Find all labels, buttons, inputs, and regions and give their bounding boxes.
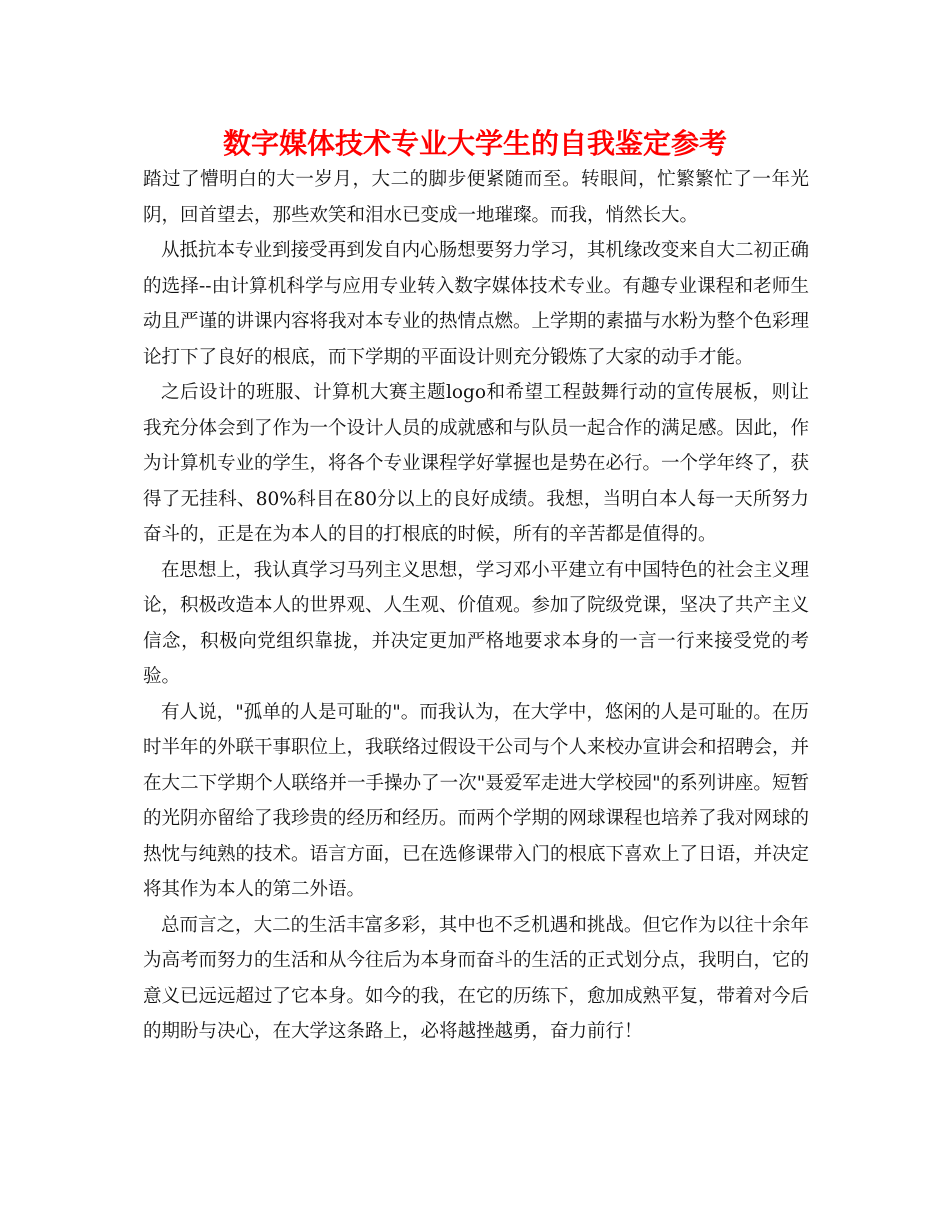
document-title: 数字媒体技术专业大学生的自我鉴定参考 — [222, 127, 727, 160]
paragraph-1: 踏过了懵明白的大一岁月，大二的脚步便紧随而至。转眼间，忙繁繁忙了一年光阴，回首望去，那些欢笑和泪水已变成一地璀璨。而我，悄然长大。 — [143, 169, 809, 226]
paragraph-3: 之后设计的班服、计算机大赛主题logo和希望工程鼓舞行动的宣传展板，则让我充分体会到了作为一个设计人员的成就感和与队员一起合作的满足感。因此，作为计算机专业的学生，将各个专业课程学好掌握也是势在必行。一个学年终了，获得了无挂科、80%科目在80分以上的良好成绩。我想，当明白本人每一天所努力奋斗的，正是在为本人的目的打根底的时候，所有的辛苦都是值得的。 — [143, 382, 810, 545]
paragraph-5: 有人说，"孤单的人是可耻的"。而我认为，在大学中，悠闲的人是可耻的。在历时半年的外联干事职位上，我联络过假设干公司与个人来校办宣讲会和招聘会，并在大二下学期个人联络并一手操办了一次"聂爱军走进大学校园"的系列讲座。短暂的光阴亦留给了我珍贵的经历和经历。而两个学期的网球课程也培养了我对网球的热忱与纯熟的技术。语言方面，已在选修课带入门的根底下喜欢上了日语，并决定将其作为本人的第二外语。 — [143, 701, 810, 900]
paragraph-4: 在思想上，我认真学习马列主义思想，学习邓小平建立有中国特色的社会主义理论，积极改造本人的世界观、人生观、价值观。参加了院级党课，坚决了共产主义信念，积极向党组织靠拢，并决定更加严格地要求本身的一言一行来接受党的考验。 — [143, 559, 810, 687]
paragraph-6: 总而言之，大二的生活丰富多彩，其中也不乏机遇和挑战。但它作为以往十余年为高考而努力的生活和从今往后为本身而奋斗的生活的正式划分点，我明白，它的意义已远远超过了它本身。如今的我，在它的历练下，愈加成熟平复，带着对今后的期盼与决心，在大学这条路上，必将越挫越勇，奋力前行！ — [143, 914, 810, 1042]
paragraph-2: 从抵抗本专业到接受再到发自内心肠想要努力学习，其机缘改变来自大二初正确的选择--由计算机科学与应用专业转入数字媒体技术专业。有趣专业课程和老师生动且严谨的讲课内容将我对本专业的热情点燃。上学期的素描与水粉为整个色彩理论打下了良好的根底，而下学期的平面设计则充分锻炼了大家的动手才能。 — [143, 240, 810, 368]
document-body — [143, 162, 809, 1050]
